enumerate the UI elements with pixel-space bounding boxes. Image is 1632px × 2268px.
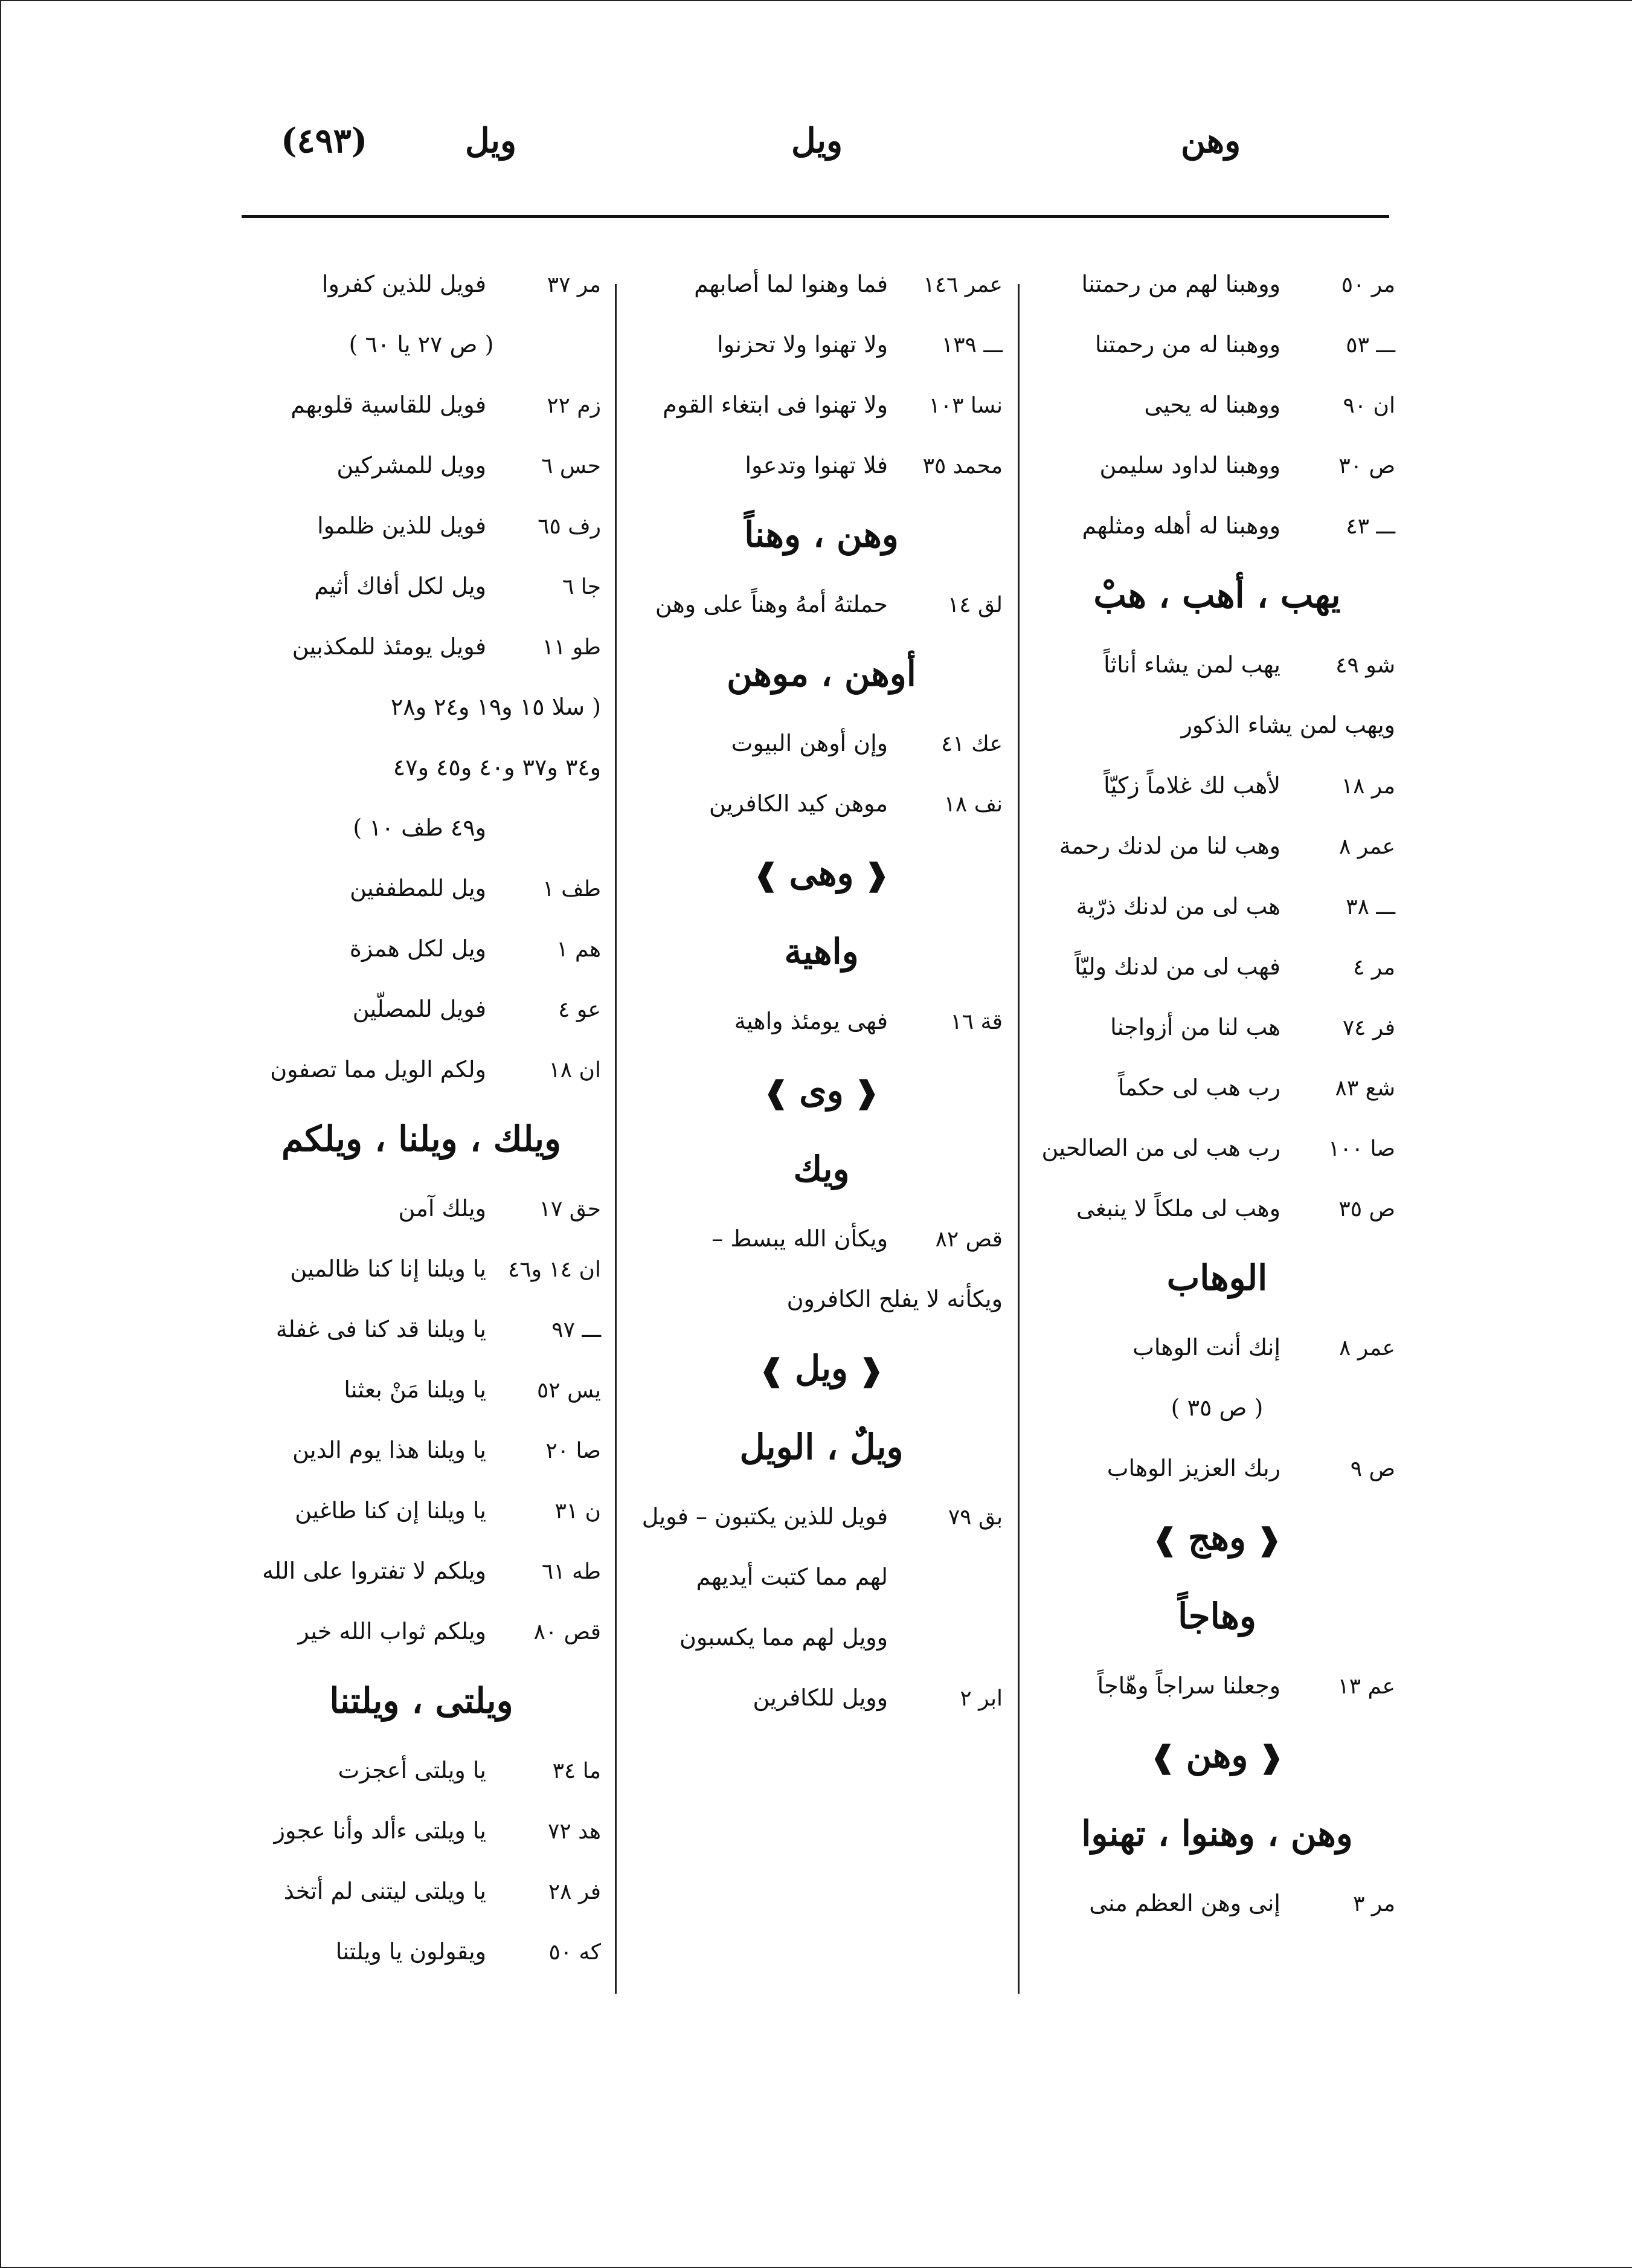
surah-reference: ـــ ٤٣ (1346, 514, 1395, 539)
surah-reference: لق ١٤ (947, 593, 1003, 617)
surah-reference: ان ١٤ و٤٦ (507, 1257, 601, 1282)
verse-fragment: فويل يومئذ للمكذبين (292, 633, 486, 660)
surah-reference: فر ٢٨ (548, 1880, 601, 1904)
index-entry (1039, 1438, 1395, 1498)
verse-fragment: ويل لكل أفاك أثيم (314, 573, 486, 599)
word-heading: وهن ، وهنوا ، تهنوا (1081, 1813, 1353, 1854)
verse-fragment: يا ويلنا إن كنا طاغين (295, 1497, 486, 1524)
surah-reference: عو ٤ (558, 997, 601, 1022)
verse-fragment: ويكأن الله يبسط – (712, 1225, 888, 1252)
word-heading: الوهاب (1166, 1257, 1268, 1298)
ornament-bracket-icon: ❰ (848, 1352, 884, 1388)
word-heading: واهية (784, 931, 859, 972)
root-heading (640, 1329, 1003, 1408)
surah-reference: عمر ١٤٦ (923, 272, 1003, 297)
index-entry (640, 773, 1003, 834)
surah-reference: هد ٧٢ (548, 1819, 601, 1844)
surah-reference: ن ٣١ (554, 1499, 601, 1524)
index-entry (1039, 375, 1395, 435)
surah-reference: مر ٥٠ (1341, 272, 1395, 297)
root-heading (1039, 1716, 1395, 1794)
surah-reference: صا ٢٠ (545, 1438, 601, 1463)
verse-fragment: إنى وهن العظم منى (1089, 1890, 1280, 1916)
index-entry (242, 1039, 601, 1100)
surah-reference: قص ٨٢ (935, 1227, 1003, 1252)
verse-fragment: رب هب لى حكماً (1118, 1074, 1280, 1101)
ornament-bracket-icon: ❰ (1248, 1739, 1284, 1774)
index-entry (640, 1208, 1003, 1269)
surah-reference: محمد ٣٥ (922, 454, 1003, 478)
word-heading: أوهن ، موهن (727, 653, 916, 694)
index-entry (242, 1359, 601, 1420)
verse-fragment: وويل للمشركين (336, 452, 486, 478)
word-heading: ويلتى ، ويلتنا (329, 1680, 513, 1721)
index-entry (640, 254, 1003, 314)
surah-reference: قص ٨٠ (533, 1620, 601, 1645)
verse-fragment: يا ويلنا قد كنا فى غفلة (275, 1316, 486, 1342)
verse-fragment: موهن كيد الكافرين (709, 790, 888, 817)
surah-reference: مر ٣٧ (547, 272, 601, 297)
verse-fragment: وويل للكافرين (753, 1684, 888, 1711)
index-entry (640, 713, 1003, 773)
root-heading (640, 1051, 1003, 1130)
index-entry (242, 1299, 601, 1359)
surah-reference: مر ١٨ (1341, 774, 1395, 799)
index-entry (1039, 876, 1395, 936)
running-head-center: ويل (791, 121, 843, 161)
index-entry (1039, 314, 1395, 375)
root-heading (640, 834, 1003, 912)
header-rule (242, 215, 1389, 218)
verse-fragment: فلا تهنوا وتدعوا (745, 452, 888, 478)
surah-reference: شو ٤٩ (1335, 653, 1395, 678)
verse-fragment: فهب لى من لدنك وليّاً (1075, 953, 1280, 980)
entry-continuation: ويكأنه لا يفلح الكافرون (786, 1286, 1003, 1312)
ornament-bracket-icon: ❱ (753, 857, 789, 892)
surah-reference: عك ٤١ (941, 732, 1003, 756)
verse-fragment: يا ويلنا هذا يوم الدين (292, 1437, 486, 1463)
verse-fragment: وهب لنا من لدنك رحمة (1059, 833, 1280, 859)
verse-fragment: ربك العزيز الوهاب (1107, 1455, 1280, 1481)
ornament-bracket-icon: ❱ (763, 1074, 800, 1110)
surah-reference: بق ٧٩ (948, 1505, 1003, 1530)
verse-fragment: يا ويلتى أعجزت (338, 1757, 486, 1783)
surah-reference: كه ٥٠ (548, 1940, 601, 1965)
entry-continuation: ( ص ٢٧ يا ٦٠ ) (349, 331, 494, 358)
index-entry (1039, 1118, 1395, 1178)
verse-fragment: فويل للذين كفروا (321, 271, 486, 297)
surah-reference: طف ١ (542, 877, 601, 901)
index-entry (242, 1601, 601, 1661)
verse-fragment: ويلكم لا تفتروا على الله (262, 1558, 486, 1584)
index-entry (640, 1667, 1003, 1728)
verse-fragment: فما وهنوا لما أصابهم (694, 271, 888, 297)
surah-reference: نف ١٨ (943, 792, 1003, 817)
root-word: ويل (794, 1348, 849, 1389)
index-entry (640, 1486, 1003, 1547)
index-entry (242, 375, 601, 435)
ornament-bracket-icon: ❱ (759, 1352, 795, 1388)
index-entry (242, 918, 601, 979)
verse-fragment: يهب لمن يشاء أناثاً (1104, 651, 1280, 678)
surah-reference: ص ٣٠ (1338, 454, 1395, 478)
verse-fragment: فويل للذين يكتبون – فويل (641, 1503, 888, 1530)
verse-fragment: إنك أنت الوهاب (1132, 1334, 1280, 1361)
verse-fragment: ويلكم ثواب الله خير (298, 1618, 486, 1645)
surah-reference: ص ٩ (1350, 1457, 1395, 1481)
surah-reference: ـــ ٣٨ (1346, 895, 1395, 920)
ornament-bracket-icon: ❰ (853, 857, 890, 892)
verse-fragment: ولا تهنوا ولا تحزنوا (717, 331, 888, 358)
ornament-bracket-icon: ❰ (1246, 1521, 1282, 1557)
surah-reference: عمر ٨ (1339, 834, 1395, 859)
index-entry (1039, 1178, 1395, 1239)
index-entry (242, 858, 601, 918)
column-divider-left (615, 284, 617, 1994)
surah-reference: صا ١٠٠ (1328, 1136, 1395, 1161)
verse-fragment: يا ويلنا إنا كنا ظالمين (290, 1255, 486, 1282)
entry-continuation: و٣٤ و٣٧ و٤٠ و٤٥ و٤٧ (393, 754, 601, 781)
index-entry (242, 1740, 601, 1800)
column-right (1039, 254, 1395, 1933)
index-entry (1039, 1655, 1395, 1716)
surah-reference: ـــ ٩٧ (551, 1318, 601, 1342)
running-head-left: ويل (465, 121, 517, 161)
index-entry (242, 435, 601, 495)
surah-reference: ان ٩٠ (1343, 393, 1395, 418)
index-entry (242, 495, 601, 556)
root-word: وهى (789, 852, 854, 894)
verse-fragment: وإن أوهن البيوت (731, 730, 888, 756)
column-left (242, 254, 601, 1982)
surah-reference: ان ١٨ (548, 1058, 601, 1083)
index-entry (242, 556, 601, 616)
running-head-right: وهن (1181, 121, 1241, 161)
verse-fragment: حملتهُ أمهُ وهناً على وهن (655, 591, 888, 617)
index-entry (242, 1861, 601, 1921)
surah-reference: زم ٢٢ (547, 393, 601, 418)
word-heading: وهن ، وهناً (744, 514, 899, 555)
verse-fragment: ويل لكل همزة (349, 935, 486, 962)
root-heading (1039, 1498, 1395, 1577)
word-heading: ويلك ، ويلنا ، ويلكم (281, 1118, 561, 1159)
verse-fragment: وجعلنا سراجاً وهّاجاً (1097, 1672, 1280, 1699)
verse-fragment: هب لنا من أزواجنا (1110, 1014, 1280, 1040)
word-heading: وهاجاً (1178, 1596, 1256, 1637)
index-entry (640, 314, 1003, 375)
ornament-bracket-icon: ❰ (843, 1074, 880, 1110)
verse-fragment: رب هب لى من الصالحين (1041, 1135, 1280, 1161)
index-entry (1039, 435, 1395, 495)
surah-reference: عمر ٨ (1339, 1336, 1395, 1361)
surah-reference: ص ٣٥ (1338, 1197, 1395, 1222)
root-word: وى (799, 1070, 844, 1111)
root-word: وهج (1187, 1517, 1247, 1558)
ornament-bracket-icon: ❱ (1150, 1739, 1186, 1774)
index-entry (640, 375, 1003, 435)
word-heading: يهب ، أهب ، هبْ (1093, 575, 1341, 616)
word-heading: ويك (793, 1148, 850, 1190)
surah-reference: مر ٣ (1353, 1892, 1395, 1916)
surah-reference: رف ٦٥ (538, 514, 601, 539)
verse-fragment: ويقولون يا ويلتنا (335, 1938, 486, 1965)
index-entry (1039, 936, 1395, 997)
entry-continuation: ( ص ٣٥ ) (1171, 1394, 1264, 1421)
surah-reference: ـــ ٥٣ (1346, 333, 1395, 358)
verse-fragment: ولكم الويل مما تصفون (270, 1056, 486, 1083)
verse-fragment: فويل للمصلّين (352, 996, 486, 1022)
entry-continuation: ( سلا ١٥ و١٩ و٢٤ و٢٨ (390, 694, 601, 720)
surah-reference: ابر ٢ (960, 1686, 1003, 1711)
verse-fragment: ولا تهنوا فى ابتغاء القوم (663, 391, 888, 418)
ornament-bracket-icon: ❱ (1152, 1521, 1188, 1557)
index-entry (1039, 254, 1395, 314)
verse-fragment: فهى يومئذ واهية (734, 1008, 888, 1034)
index-entry (242, 1541, 601, 1601)
entry-continuation: و٤٩ طف ١٠ ) (353, 814, 486, 841)
entry-continuation: لهم مما كتبت أيديهم (696, 1564, 888, 1590)
index-entry (1039, 1317, 1395, 1377)
column-middle (640, 254, 1003, 1728)
verse-fragment: يا ويلتى ليتنى لم أتخذ (283, 1878, 486, 1904)
index-entry (242, 1420, 601, 1480)
index-entry (1039, 997, 1395, 1057)
surah-reference: فر ٧٤ (1342, 1016, 1395, 1040)
surah-reference: يس ٥٢ (536, 1378, 601, 1403)
index-entry (640, 574, 1003, 634)
surah-reference: ـــ ١٣٩ (941, 333, 1003, 358)
column-divider-right (1018, 284, 1020, 1994)
index-entry (242, 1800, 601, 1861)
surah-reference: حس ٦ (541, 454, 601, 478)
index-entry (242, 979, 601, 1039)
index-entry (242, 1480, 601, 1541)
index-entry (242, 1178, 601, 1239)
index-entry (242, 254, 601, 314)
verse-fragment: ووهبنا لداود سليمن (1099, 452, 1280, 478)
verse-fragment: وهب لى ملكاً لا ينبغى (1076, 1195, 1280, 1222)
verse-fragment: ووهبنا لهم من رحمتنا (1081, 271, 1280, 297)
word-heading: ويلٌ ، الويل (739, 1426, 904, 1467)
surah-reference: ما ٣٤ (552, 1759, 601, 1783)
index-entry (242, 1239, 601, 1299)
surah-reference: قة ١٦ (950, 1010, 1003, 1034)
surah-reference: نسا ١٠٣ (928, 393, 1003, 418)
index-entry (242, 616, 601, 677)
index-entry (242, 1921, 601, 1982)
surah-reference: هم ١ (556, 937, 601, 962)
page-number: (٤٩٣) (281, 121, 368, 161)
index-entry (1039, 1873, 1395, 1933)
verse-fragment: فويل للذين ظلموا (317, 512, 486, 539)
surah-reference: حق ١٧ (539, 1197, 601, 1222)
verse-fragment: هب لى من لدنك ذرّية (1076, 893, 1280, 920)
verse-fragment: ووهبنا له أهله ومثلهم (1082, 512, 1280, 539)
index-entry (1039, 495, 1395, 556)
verse-fragment: يا ويلتى ءألد وأنا عجوز (274, 1817, 486, 1844)
verse-fragment: يا ويلنا مَنْ بعثنا (344, 1376, 486, 1403)
surah-reference: مر ٤ (1353, 955, 1395, 980)
root-word: وهن (1186, 1735, 1248, 1776)
index-entry (1039, 1057, 1395, 1118)
index-entry (1039, 816, 1395, 876)
surah-reference: شع ٨٣ (1335, 1076, 1395, 1101)
entry-continuation: وويل لهم مما يكسبون (679, 1624, 888, 1651)
surah-reference: طه ٦١ (541, 1559, 601, 1584)
index-entry (640, 435, 1003, 495)
surah-reference: طو ١١ (542, 635, 601, 660)
verse-fragment: ووهبنا له من رحمتنا (1094, 331, 1280, 358)
verse-fragment: ويلك آمن (398, 1195, 486, 1222)
verse-fragment: ويل للمطففين (350, 875, 486, 901)
index-entry (1039, 755, 1395, 816)
index-entry (640, 991, 1003, 1051)
verse-fragment: ووهبنا له يحيى (1144, 391, 1280, 418)
index-entry (1039, 634, 1395, 695)
verse-fragment: لأهب لك غلاماً زكيّاً (1104, 772, 1280, 799)
entry-continuation: ويهب لمن يشاء الذكور (1181, 712, 1395, 738)
surah-reference: عم ١٣ (1337, 1674, 1395, 1699)
surah-reference: جا ٦ (562, 575, 601, 599)
verse-fragment: فويل للقاسية قلوبهم (291, 391, 486, 418)
